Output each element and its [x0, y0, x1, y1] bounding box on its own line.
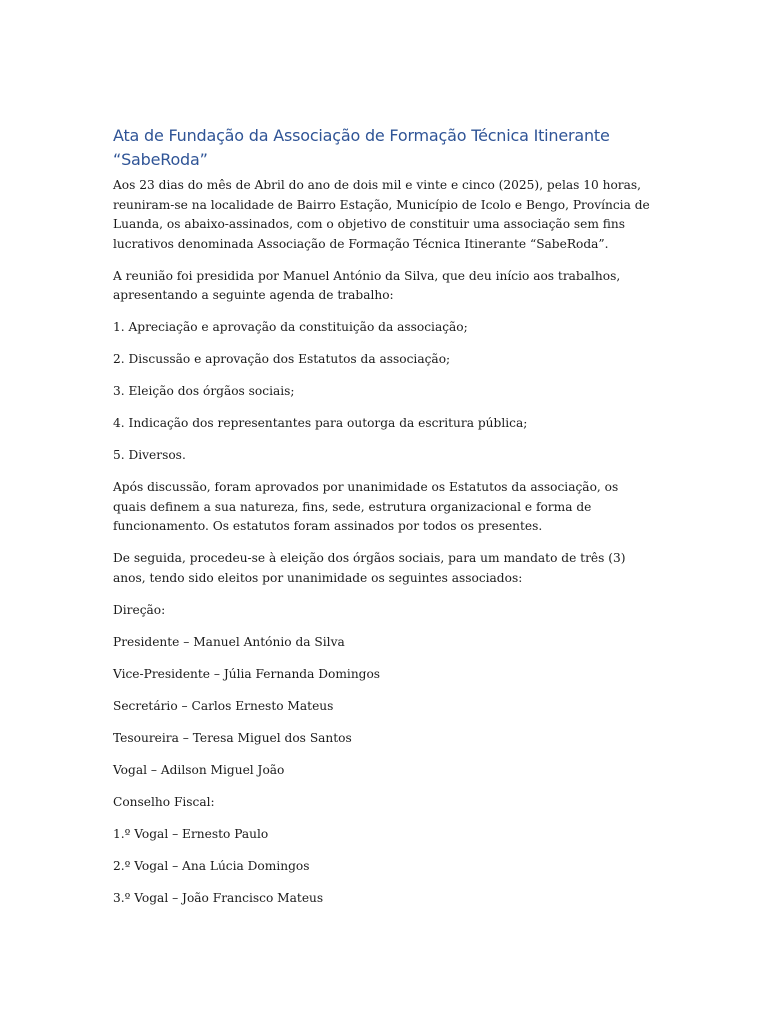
document-body	[113, 124, 653, 921]
paragraph-intro: Aos 23 dias do mês de Abril do ano de dois mil e vinte e cinco (2025), pelas 10 horas, reuniram-se na localidade de Bairro Estação, Município de Icolo e Bengo, Província de Luanda, os abaixo-assinados, com o objetivo de constituir uma associação sem fins lucrativos denominada Associação de Formação Técnica Itinerante “SabeRoda”.	[113, 178, 650, 251]
member-vogal-2: 2.º Vogal – Ana Lúcia Domingos	[113, 858, 310, 873]
agenda-item-1: 1. Apreciação e aprovação da constituição da associação;	[113, 320, 468, 334]
section-heading-direcao: Direção:	[113, 602, 166, 617]
agenda-item-4: 4. Indicação dos representantes para outorga da escritura pública;	[113, 416, 528, 430]
member-vogal: Vogal – Adilson Miguel João	[113, 762, 285, 777]
section-heading-conselho-fiscal: Conselho Fiscal:	[113, 794, 215, 809]
member-secretario: Secretário – Carlos Ernesto Mateus	[113, 698, 334, 713]
member-vice-presidente: Vice-Presidente – Júlia Fernanda Domingos	[113, 666, 381, 681]
agenda-item-2: 2. Discussão e aprovação dos Estatutos da associação;	[113, 352, 451, 366]
agenda-item-3: 3. Eleição dos órgãos sociais;	[113, 384, 295, 398]
member-vogal-3: 3.º Vogal – João Francisco Mateus	[113, 890, 324, 905]
paragraph-presidency: A reunião foi presidida por Manuel António da Silva, que deu início aos trabalhos, apresentando a seguinte agenda de trabalho:	[113, 268, 621, 302]
paragraph-election: De seguida, procedeu-se à eleição dos órgãos sociais, para um mandato de três (3) anos, tendo sido eleitos por unanimidade os seguintes associados:	[113, 551, 626, 585]
member-presidente: Presidente – Manuel António da Silva	[113, 634, 345, 649]
document-title: Ata de Fundação da Associação de Formação Técnica Itinerante “SabeRoda”	[113, 126, 610, 169]
agenda-item-5: 5. Diversos.	[113, 448, 186, 462]
member-tesoureira: Tesoureira – Teresa Miguel dos Santos	[113, 730, 352, 745]
member-vogal-1: 1.º Vogal – Ernesto Paulo	[113, 826, 269, 841]
paragraph-statutes: Após discussão, foram aprovados por unanimidade os Estatutos da associação, os quais definem a sua natureza, fins, sede, estrutura organizacional e forma de funcionamento. Os estatutos foram assinados por todos os presentes.	[113, 480, 619, 533]
